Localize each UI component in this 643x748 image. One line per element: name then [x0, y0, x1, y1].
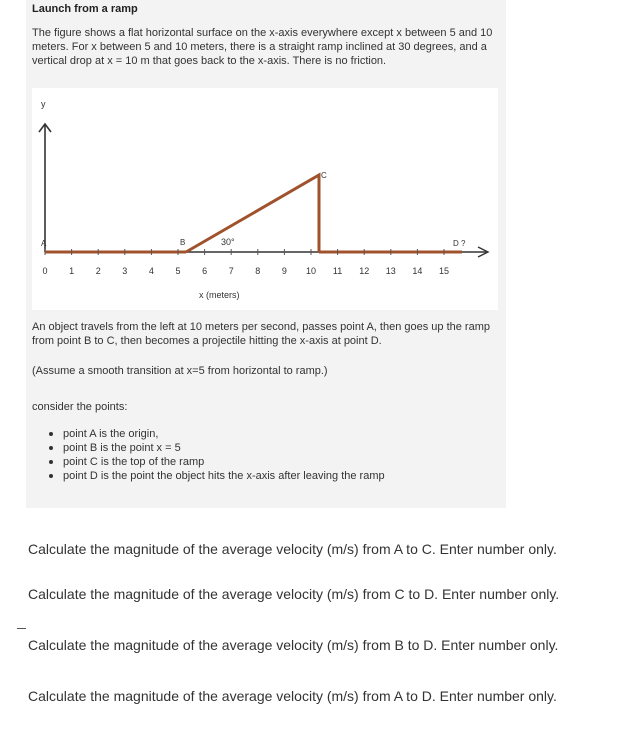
x-tick-label: 6 — [202, 266, 208, 276]
problem-intro: The figure shows a flat horizontal surface on the x-axis everywhere except x between 5 and 10 meters. For x between 5 and 10 meters, there is a straight ramp inclined at 30 degrees, and a vertical drop at x = 10 m that goes back to the x-axis. There is no friction. — [32, 27, 493, 67]
bullet-icon — [49, 446, 53, 450]
x-tick-label: 15 — [438, 266, 450, 276]
x-axis-label: x (meters) — [199, 290, 240, 300]
x-tick-label: 2 — [95, 266, 101, 276]
point-c-label: C — [321, 171, 327, 180]
bullet-icon — [49, 460, 53, 464]
list-item — [32, 427, 385, 441]
points-intro: consider the points: — [32, 401, 128, 413]
x-tick-label: 11 — [332, 266, 343, 276]
point-b-text: point B is the point x = 5 — [63, 442, 181, 454]
x-tick-label: 10 — [305, 266, 317, 276]
motion-description: An object travels from the left at 10 meters per second, passes point A, then goes up the ramp from point B to C, then becomes a projectile hitting the x-axis at point D. — [32, 321, 490, 347]
x-tick-label: 1 — [69, 266, 75, 276]
point-d-text: point D is the point the object hits the x-axis after leaving the ramp — [63, 470, 385, 482]
x-tick-label: 7 — [228, 266, 234, 276]
angle-label: 30° — [221, 237, 235, 247]
question-b-to-d: Calculate the magnitude of the average velocity (m/s) from B to D. Enter number only. — [28, 637, 559, 653]
question-a-to-d: Calculate the magnitude of the average velocity (m/s) from A to D. Enter number only. — [28, 688, 557, 704]
transition-note: (Assume a smooth transition at x=5 from horizontal to ramp.) — [32, 365, 328, 377]
point-c-text: point C is the top of the ramp — [63, 456, 205, 468]
list-item — [32, 441, 385, 455]
x-tick-label: 0 — [42, 266, 48, 276]
y-axis-label: y — [41, 99, 46, 109]
question-c-to-d: Calculate the magnitude of the average velocity (m/s) from C to D. Enter number only. — [28, 586, 560, 602]
point-a-label: A — [41, 239, 47, 248]
bullet-icon — [49, 474, 53, 478]
x-tick-label: 4 — [148, 266, 154, 276]
list-item — [32, 469, 385, 483]
problem-title: Launch from a ramp — [32, 3, 138, 15]
point-a-text: point A is the origin, — [63, 428, 159, 440]
ramp — [186, 175, 319, 252]
point-d-label: D ? — [453, 239, 466, 248]
ramp-figure-svg — [32, 88, 498, 310]
x-tick-label: 8 — [255, 266, 261, 276]
divider — [17, 628, 26, 629]
x-tick-label: 13 — [385, 266, 396, 276]
ramp-figure — [32, 88, 498, 310]
x-tick-label: 12 — [359, 266, 370, 276]
x-tick-label: 5 — [175, 266, 181, 276]
x-tick-label: 9 — [281, 266, 287, 276]
point-b-label: B — [180, 238, 186, 247]
list-item — [32, 455, 385, 469]
x-tick-label: 3 — [122, 266, 128, 276]
x-tick-label: 14 — [412, 266, 423, 276]
points-list — [32, 427, 385, 483]
question-a-to-c: Calculate the magnitude of the average velocity (m/s) from A to C. Enter number only. — [28, 541, 557, 557]
bullet-icon — [49, 432, 53, 436]
